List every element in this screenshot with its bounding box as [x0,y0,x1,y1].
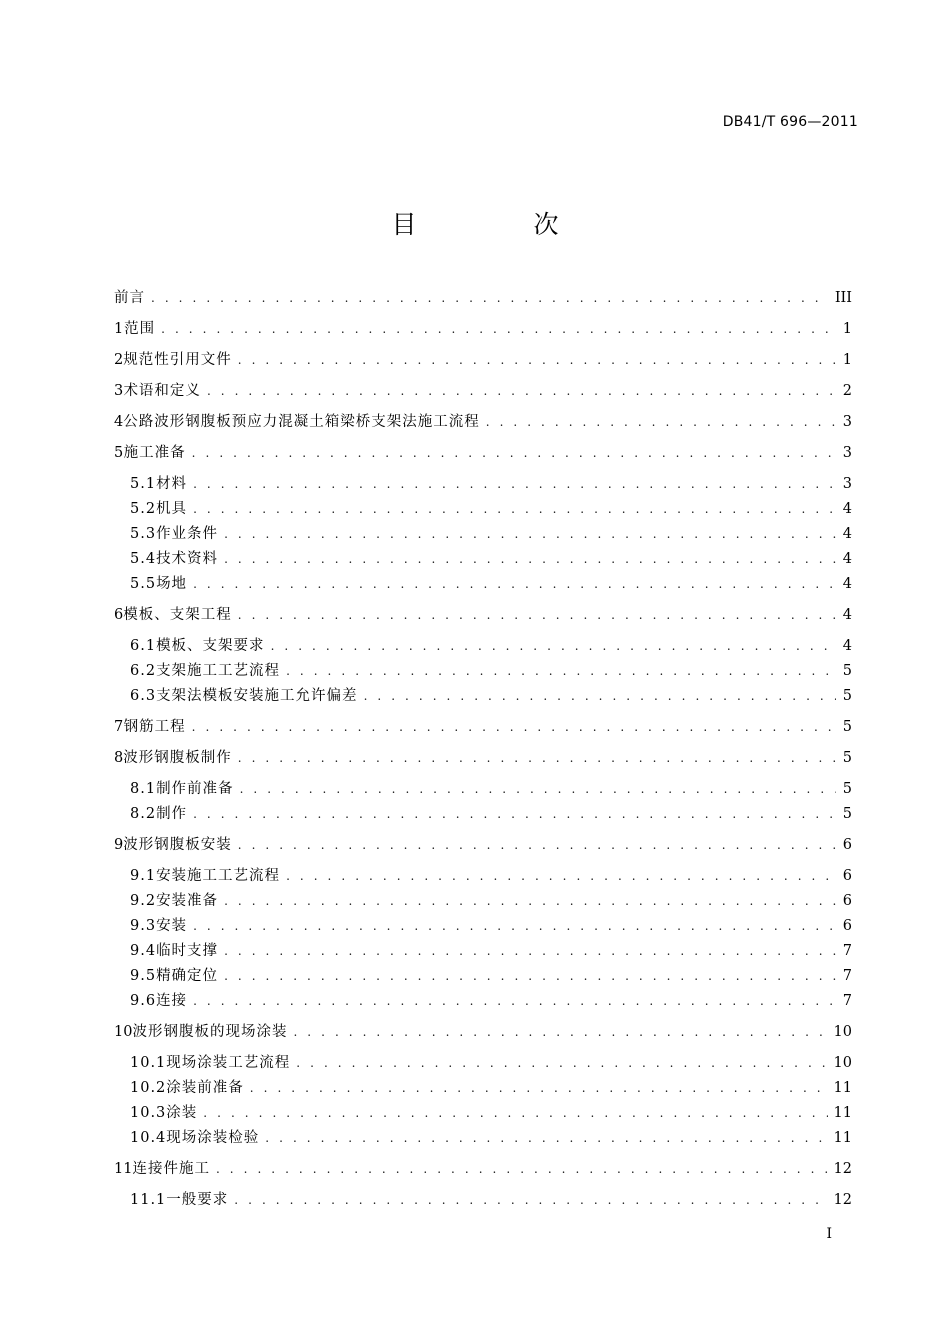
toc-entry-page: 11 [833,1130,852,1146]
toc-entry-label: 安装 [156,918,188,934]
toc-entry-label: 技术资料 [156,551,219,567]
dot-leader [486,411,836,433]
toc-entry[interactable] [130,915,852,937]
toc-entry-page: 11 [833,1105,852,1121]
dot-leader [293,1021,827,1043]
toc-entry-page: 5 [842,719,852,735]
toc-entry-label: 施工准备 [123,445,186,461]
toc-entry-label: 前言 [114,290,145,306]
toc-entry-page: 4 [842,638,852,654]
toc-entry-number: 7 [114,719,124,735]
toc-entry-page: 2 [842,383,852,399]
dot-leader [234,1189,827,1211]
toc-entry-number: 10 [114,1024,133,1040]
dot-leader [151,287,829,309]
toc-entry-label: 现场涂装检验 [166,1130,260,1146]
toc-entry-page: 3 [842,414,852,430]
toc-entry-number: 3 [114,383,124,399]
dot-leader [193,990,836,1012]
dot-leader [271,635,836,657]
toc-entry-page: 4 [842,501,852,517]
dot-leader [207,380,836,402]
toc-entry[interactable] [114,380,852,402]
toc-entry-number: 9 [114,837,124,853]
toc-entry-label: 机具 [156,501,188,517]
toc-entry-page: 3 [842,476,852,492]
toc-entry-label: 作业条件 [156,526,219,542]
toc-entry-number: 11 [114,1161,133,1177]
toc-entry-page: 4 [842,576,852,592]
toc-entry-number: 9.1 [130,868,157,884]
dot-leader [192,716,836,738]
toc-entry-label: 波形钢腹板制作 [123,750,232,766]
page-number: I [826,1226,832,1242]
toc-entry[interactable] [114,287,852,309]
toc-entry-page: 6 [842,918,852,934]
toc-entry[interactable] [130,498,852,520]
toc-entry-label: 波形钢腹板的现场涂装 [132,1024,288,1040]
dot-leader [193,915,836,937]
toc-entry-label: 支架法模板安装施工允许偏差 [156,688,358,704]
toc-entry-page: 7 [842,993,852,1009]
toc-entry-page: 5 [842,663,852,679]
toc-entry-number: 5.2 [130,501,157,517]
dot-leader [216,1158,828,1180]
toc-entry-number: 5.3 [130,526,157,542]
toc-entry[interactable] [114,1021,852,1043]
toc-entry[interactable] [130,548,852,570]
toc-entry-number: 9.3 [130,918,157,934]
toc-entry[interactable] [130,523,852,545]
toc-entry-page: 10 [833,1024,852,1040]
toc-entry-label: 公路波形钢腹板预应力混凝土箱梁桥支架法施工流程 [123,414,480,430]
dot-leader [224,548,836,570]
toc-entry-page: 3 [842,445,852,461]
toc-entry-label: 涂装前准备 [166,1080,244,1096]
toc-entry[interactable] [114,1158,852,1180]
toc-entry-number: 8.1 [130,781,157,797]
toc-entry-number: 5 [114,445,124,461]
toc-entry-label: 支架施工工艺流程 [156,663,281,679]
toc-entry-number: 9.5 [130,968,157,984]
toc-entry-page: 11 [833,1080,852,1096]
toc-entry-number: 6 [114,607,124,623]
toc-entry-label: 制作前准备 [156,781,234,797]
toc-entry-number: 9.2 [130,893,157,909]
toc-entry[interactable] [114,747,852,769]
toc-entry-number: 1 [114,321,124,337]
toc-entry-label: 制作 [156,806,188,822]
toc-entry[interactable] [130,1189,852,1211]
toc-entry[interactable] [114,411,852,433]
toc-entry-page: 4 [842,526,852,542]
dot-leader [286,865,836,887]
toc-entry[interactable] [130,1102,852,1124]
toc-entry-page: 1 [842,352,852,368]
toc-entry-label: 连接 [156,993,188,1009]
toc-entry[interactable] [130,890,852,912]
dot-leader [193,498,836,520]
toc-entry[interactable] [130,473,852,495]
dot-leader [364,685,836,707]
toc-entry-number: 9.4 [130,943,157,959]
toc-entry[interactable] [114,318,852,340]
toc-entry-label: 材料 [156,476,188,492]
toc-entry-label: 模板、支架要求 [156,638,265,654]
dot-leader [203,1102,827,1124]
toc-entry[interactable] [130,1127,852,1149]
toc-entry-number: 11.1 [130,1192,167,1208]
toc-entry[interactable] [114,442,852,464]
dot-leader [238,747,836,769]
toc-entry-number: 10.1 [130,1055,167,1071]
toc-entry-page: 12 [833,1161,852,1177]
toc-entry-page: 4 [842,607,852,623]
toc-entry-label: 模板、支架工程 [123,607,232,623]
dot-leader [193,803,836,825]
page-title: 目 次 [391,210,605,239]
toc-entry[interactable] [114,604,852,626]
toc-entry-number: 8.2 [130,806,157,822]
toc-entry[interactable] [130,803,852,825]
document-code: DB41/T 696—2011 [722,114,858,130]
toc-entry-label: 范围 [124,321,156,337]
toc-entry-label: 涂装 [166,1105,198,1121]
toc-entry[interactable] [130,778,852,800]
toc-entry-label: 场地 [156,576,188,592]
toc-entry[interactable] [130,865,852,887]
toc-entry-label: 临时支撑 [156,943,219,959]
toc-entry-page: 5 [842,781,852,797]
toc-entry-page: 10 [833,1055,852,1071]
toc-entry-number: 9.6 [130,993,157,1009]
toc-entry[interactable] [130,940,852,962]
toc-entry-page: 5 [842,688,852,704]
toc-entry[interactable] [130,1077,852,1099]
toc-entry-page: 4 [842,551,852,567]
toc-entry[interactable] [130,635,852,657]
toc-entry-number: 6.3 [130,688,157,704]
dot-leader [192,442,836,464]
dot-leader [250,1077,828,1099]
toc-entry-page: 12 [833,1192,852,1208]
toc-entry-page: 6 [842,868,852,884]
dot-leader [265,1127,827,1149]
toc-entry-number: 8 [114,750,124,766]
dot-leader [193,473,836,495]
dot-leader [238,604,836,626]
toc-entry[interactable] [130,573,852,595]
toc-entry-page: 5 [842,750,852,766]
toc-entry-label: 安装施工工艺流程 [156,868,281,884]
toc-entry-page: 1 [842,321,852,337]
toc-entry-page: 6 [842,893,852,909]
toc-entry-label: 术语和定义 [123,383,201,399]
toc-entry-label: 钢筋工程 [123,719,186,735]
toc-entry-page: 7 [842,943,852,959]
dot-leader [286,660,836,682]
toc-entry-page: 6 [842,837,852,853]
dot-leader [238,349,836,371]
toc-entry-page: 7 [842,968,852,984]
toc-entry-number: 6.2 [130,663,157,679]
toc-entry[interactable] [130,990,852,1012]
toc-entry[interactable] [114,349,852,371]
toc-entry-number: 10.4 [130,1130,167,1146]
toc-entry-label: 波形钢腹板安装 [123,837,232,853]
dot-leader [224,965,836,987]
toc-entry-label: 规范性引用文件 [123,352,232,368]
dot-leader [161,318,836,340]
toc-entry-label: 一般要求 [166,1192,229,1208]
dot-leader [193,573,836,595]
toc-entry[interactable] [114,834,852,856]
toc-entry-number: 10.3 [130,1105,167,1121]
toc-entry-page: III [834,290,852,306]
dot-leader [296,1052,827,1074]
toc-entry-label: 现场涂装工艺流程 [166,1055,291,1071]
dot-leader [224,890,836,912]
dot-leader [224,940,836,962]
toc-entry-number: 10.2 [130,1080,167,1096]
toc-entry-number: 5.1 [130,476,157,492]
toc-entry-number: 4 [114,414,124,430]
toc-entry[interactable] [130,1052,852,1074]
toc-entry-label: 精确定位 [156,968,219,984]
toc-entry[interactable] [130,660,852,682]
toc-entry-label: 连接件施工 [132,1161,210,1177]
toc-entry-page: 5 [842,806,852,822]
dot-leader [240,778,836,800]
toc-entry-number: 5.4 [130,551,157,567]
dot-leader [224,523,836,545]
toc-entry[interactable] [130,685,852,707]
toc-entry-label: 安装准备 [156,893,219,909]
toc-entry[interactable] [114,716,852,738]
toc-entry-number: 5.5 [130,576,157,592]
toc-entry-number: 6.1 [130,638,157,654]
dot-leader [238,834,836,856]
toc-entry-number: 2 [114,352,124,368]
toc-entry[interactable] [130,965,852,987]
